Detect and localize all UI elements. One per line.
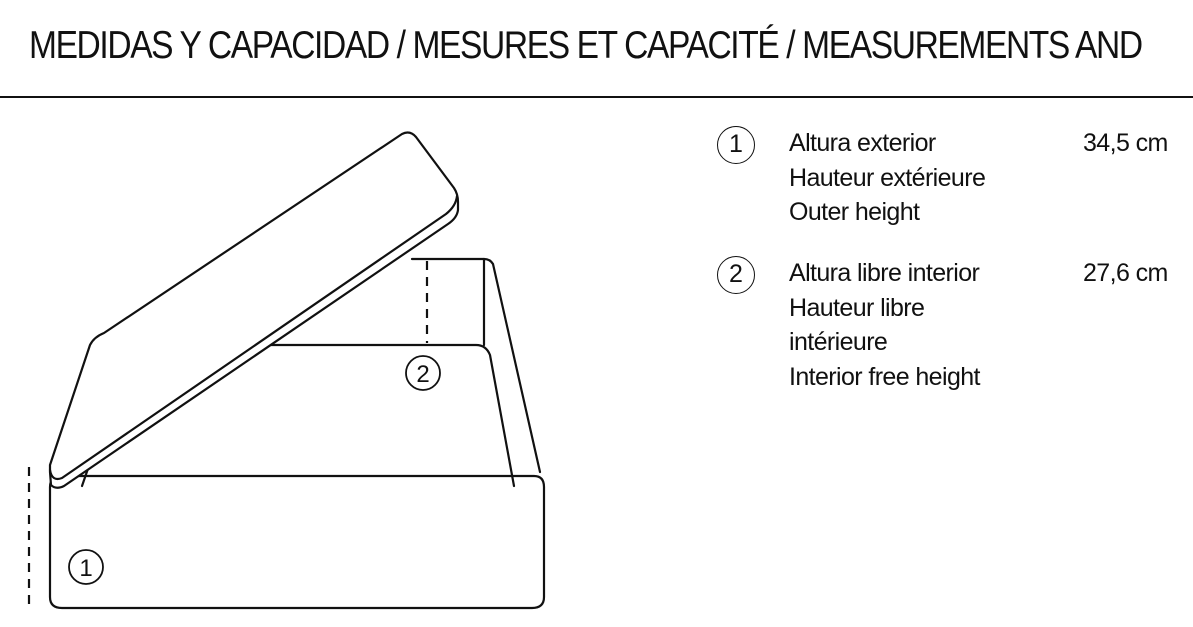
callout-1 bbox=[69, 550, 103, 584]
legend-label-en: Interior free height bbox=[789, 362, 980, 391]
legend-label-en: Outer height bbox=[789, 198, 920, 226]
storage-bed-diagram bbox=[0, 100, 560, 627]
measurements-legend bbox=[717, 124, 1187, 404]
legend-label-es: Altura libre interior bbox=[789, 259, 980, 287]
base-box bbox=[50, 476, 544, 608]
legend-number-2: 2 bbox=[717, 256, 755, 294]
legend-labels-2 bbox=[789, 256, 1049, 394]
legend-labels-1 bbox=[789, 126, 1049, 230]
legend-label-fr: Hauteur libre bbox=[789, 293, 925, 322]
legend-item-interior-height bbox=[717, 254, 1187, 404]
legend-label-fr: Hauteur extérieure bbox=[789, 163, 986, 192]
page-title: MEDIDAS Y CAPACIDAD / MESURES ET CAPACITÉ / MEASUREMENTS AND bbox=[29, 24, 1142, 67]
legend-value-outer-height: 34,5 cm bbox=[1083, 129, 1168, 157]
base-inner-back-edge bbox=[260, 345, 514, 486]
legend-label-fr-cont: intérieure bbox=[789, 328, 888, 356]
callout-1-number: 1 bbox=[79, 555, 93, 582]
legend-label-es: Altura exterior bbox=[789, 129, 936, 157]
legend-number-1: 1 bbox=[717, 126, 755, 164]
legend-item-outer-height bbox=[717, 124, 1187, 254]
callout-2-number: 2 bbox=[416, 361, 430, 388]
title-divider bbox=[0, 96, 1193, 98]
lid-panel bbox=[50, 133, 458, 488]
callout-2 bbox=[406, 356, 440, 390]
legend-value-interior-height: 27,6 cm bbox=[1083, 259, 1168, 287]
